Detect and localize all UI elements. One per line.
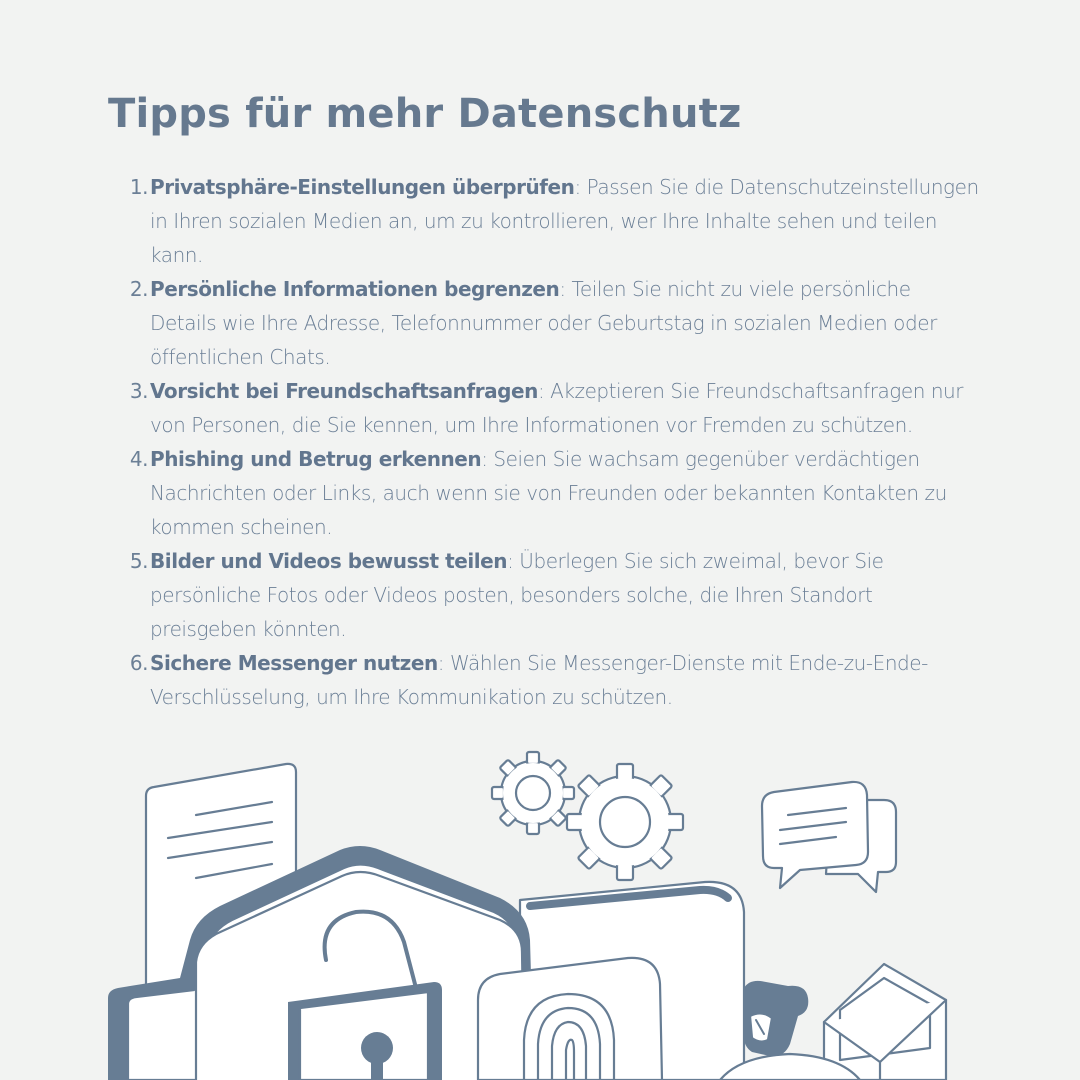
list-item-text: Akzeptieren Sie Freundschaftsanfragen nur von Personen, die Sie kennen, um Ihre Informationen vor Fremden zu schützen. <box>150 379 964 437</box>
list-item-number: 5. <box>129 549 148 573</box>
list-item-separator: : <box>559 277 566 301</box>
list-item-text: Wählen Sie Messenger-Dienste mit Ende-zu-Ende-Verschlüsselung, um Ihre Kommunikation zu schützen. <box>150 651 928 709</box>
list-item-separator: : <box>481 447 488 471</box>
list-item-number: 2. <box>129 277 148 301</box>
list-item-number: 6. <box>129 651 148 675</box>
list-item-number: 4. <box>129 447 148 471</box>
list-item-number: 3. <box>129 379 148 403</box>
page-title: Tipps für mehr Datenschutz <box>108 91 742 137</box>
list-item-heading: Persönliche Informationen begrenzen <box>150 277 560 301</box>
list-item-heading: Vorsicht bei Freundschaftsanfragen <box>150 379 538 403</box>
list-item-text: Seien Sie wachsam gegenüber verdächtigen Nachrichten oder Links, auch wenn sie von Freunden oder bekannten Kontakten zu kommen scheinen. <box>150 447 947 539</box>
list-item-separator: : <box>537 379 545 403</box>
list-item-number: 1. <box>129 175 148 199</box>
list-item-heading: Phishing und Betrug erkennen <box>150 447 482 471</box>
list-item-text: Überlegen Sie sich zweimal, bevor Sie persönliche Fotos oder Videos posten, besonders solche, die Ihren Standort preisgeben könnten. <box>150 549 884 641</box>
list-item <box>129 170 980 272</box>
list-item-separator: : <box>574 175 581 199</box>
list-item-separator: : <box>437 651 445 675</box>
list-item-text: Passen Sie die Datenschutzeinstellungen in Ihren sozialen Medien an, um zu kontrollieren, wer Ihre Inhalte sehen und teilen kann. <box>150 175 979 267</box>
gear-icon <box>492 752 574 834</box>
envelope-icon <box>824 964 946 1080</box>
privacy-illustration <box>0 740 1080 1080</box>
list-item-heading: Privatsphäre-Einstellungen überprüfen <box>150 175 575 199</box>
list-item-heading: Sichere Messenger nutzen <box>150 651 438 675</box>
list-item-text: Teilen Sie nicht zu viele persönliche Details wie Ihre Adresse, Telefonnummer oder Geburtstag in sozialen Medien oder öffentlichen Chats. <box>150 277 937 369</box>
list-item <box>129 272 980 374</box>
list-item <box>129 442 980 544</box>
fingerprint-icon <box>478 958 662 1080</box>
list-item <box>129 646 980 714</box>
list-item <box>129 544 980 646</box>
tips-list <box>129 170 980 714</box>
list-item <box>129 374 980 442</box>
gear-icon <box>567 764 683 880</box>
list-item-heading: Bilder und Videos bewusst teilen <box>150 549 508 573</box>
list-item-separator: : <box>507 549 514 573</box>
chat-bubbles-icon <box>762 782 896 892</box>
